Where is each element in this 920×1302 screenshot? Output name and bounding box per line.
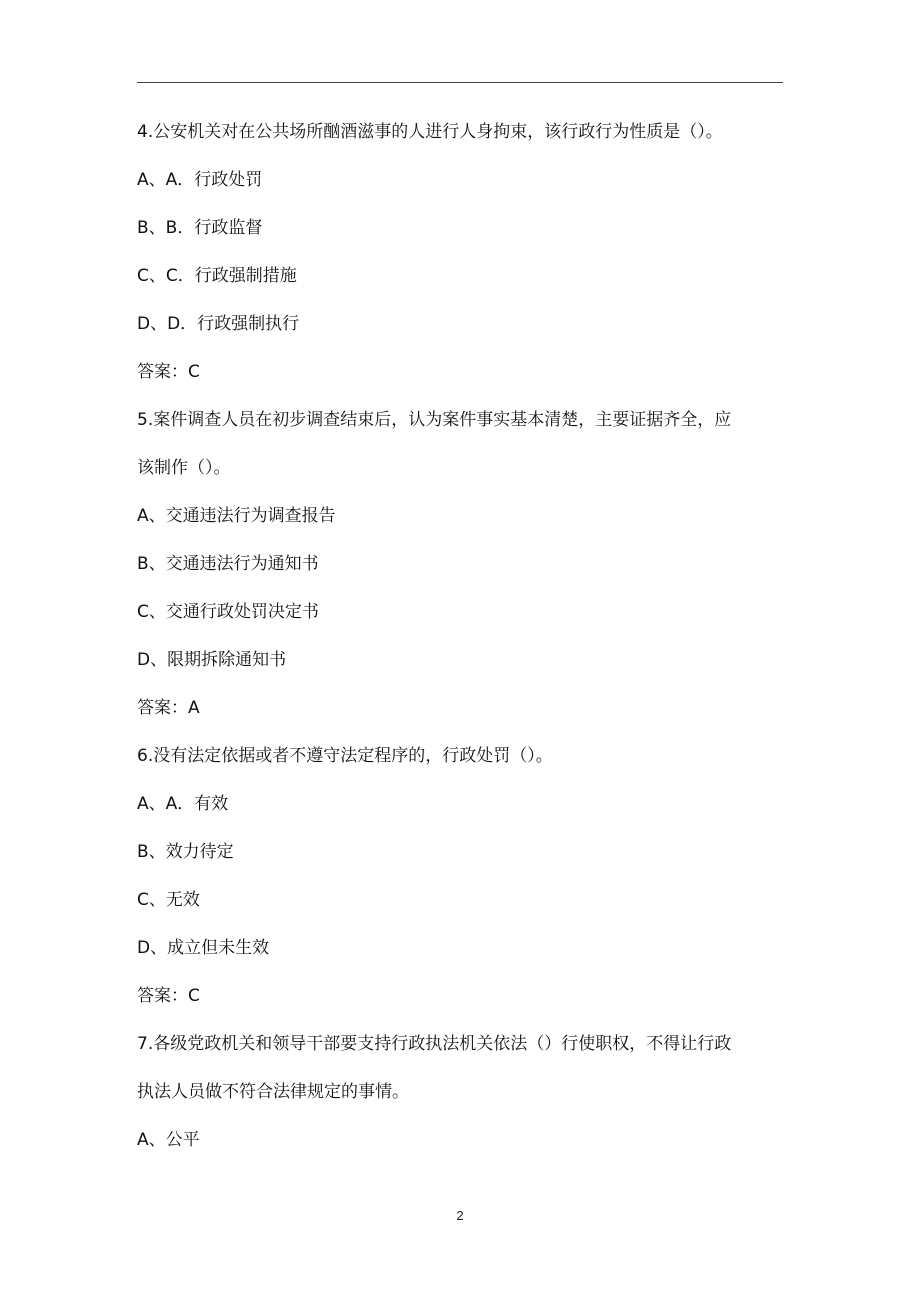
option-a: A、A．有效 <box>137 794 229 814</box>
question-stem <box>137 1032 783 1104</box>
answer: 答案：A <box>137 698 200 718</box>
option-list <box>137 168 783 336</box>
option-list <box>137 792 783 960</box>
page-number: 2 <box>456 1208 464 1223</box>
stem-line: 6.没有法定依据或者不遵守法定程序的，行政处罚（）。 <box>137 746 553 766</box>
answer: 答案：C <box>137 362 200 382</box>
stem-line: 执法人员做不符合法律规定的事情。 <box>137 1082 409 1102</box>
document-body <box>137 120 783 1176</box>
stem-line: 4.公安机关对在公共场所酗酒滋事的人进行人身拘束，该行政行为性质是（）。 <box>137 122 723 142</box>
option-c: C、无效 <box>137 890 200 910</box>
option-d: D、限期拆除通知书 <box>137 650 287 670</box>
question-stem <box>137 744 783 768</box>
answer: 答案：C <box>137 986 200 1006</box>
stem-line: 该制作（）。 <box>137 458 231 478</box>
option-list <box>137 504 783 672</box>
option-a: A、交通违法行为调查报告 <box>137 506 336 526</box>
option-c: C、交通行政处罚决定书 <box>137 602 319 622</box>
option-d: D、成立但未生效 <box>137 938 270 958</box>
option-b: B、交通违法行为通知书 <box>137 554 319 574</box>
option-b: B、效力待定 <box>137 842 234 862</box>
question-6 <box>137 744 783 1008</box>
question-stem <box>137 120 783 144</box>
header-rule <box>137 82 783 83</box>
option-d: D、D．行政强制执行 <box>137 314 300 334</box>
option-list <box>137 1128 783 1152</box>
option-b: B、B．行政监督 <box>137 218 263 238</box>
option-c: C、C．行政强制措施 <box>137 266 297 286</box>
option-a: A、公平 <box>137 1130 200 1150</box>
question-7 <box>137 1032 783 1152</box>
question-5 <box>137 408 783 720</box>
stem-line: 5.案件调查人员在初步调查结束后，认为案件事实基本清楚，主要证据齐全，应 <box>137 410 732 430</box>
stem-line: 7.各级党政机关和领导干部要支持行政执法机关依法（）行使职权，不得让行政 <box>137 1034 732 1054</box>
question-stem <box>137 408 783 480</box>
option-a: A、A．行政处罚 <box>137 170 263 190</box>
question-4 <box>137 120 783 384</box>
